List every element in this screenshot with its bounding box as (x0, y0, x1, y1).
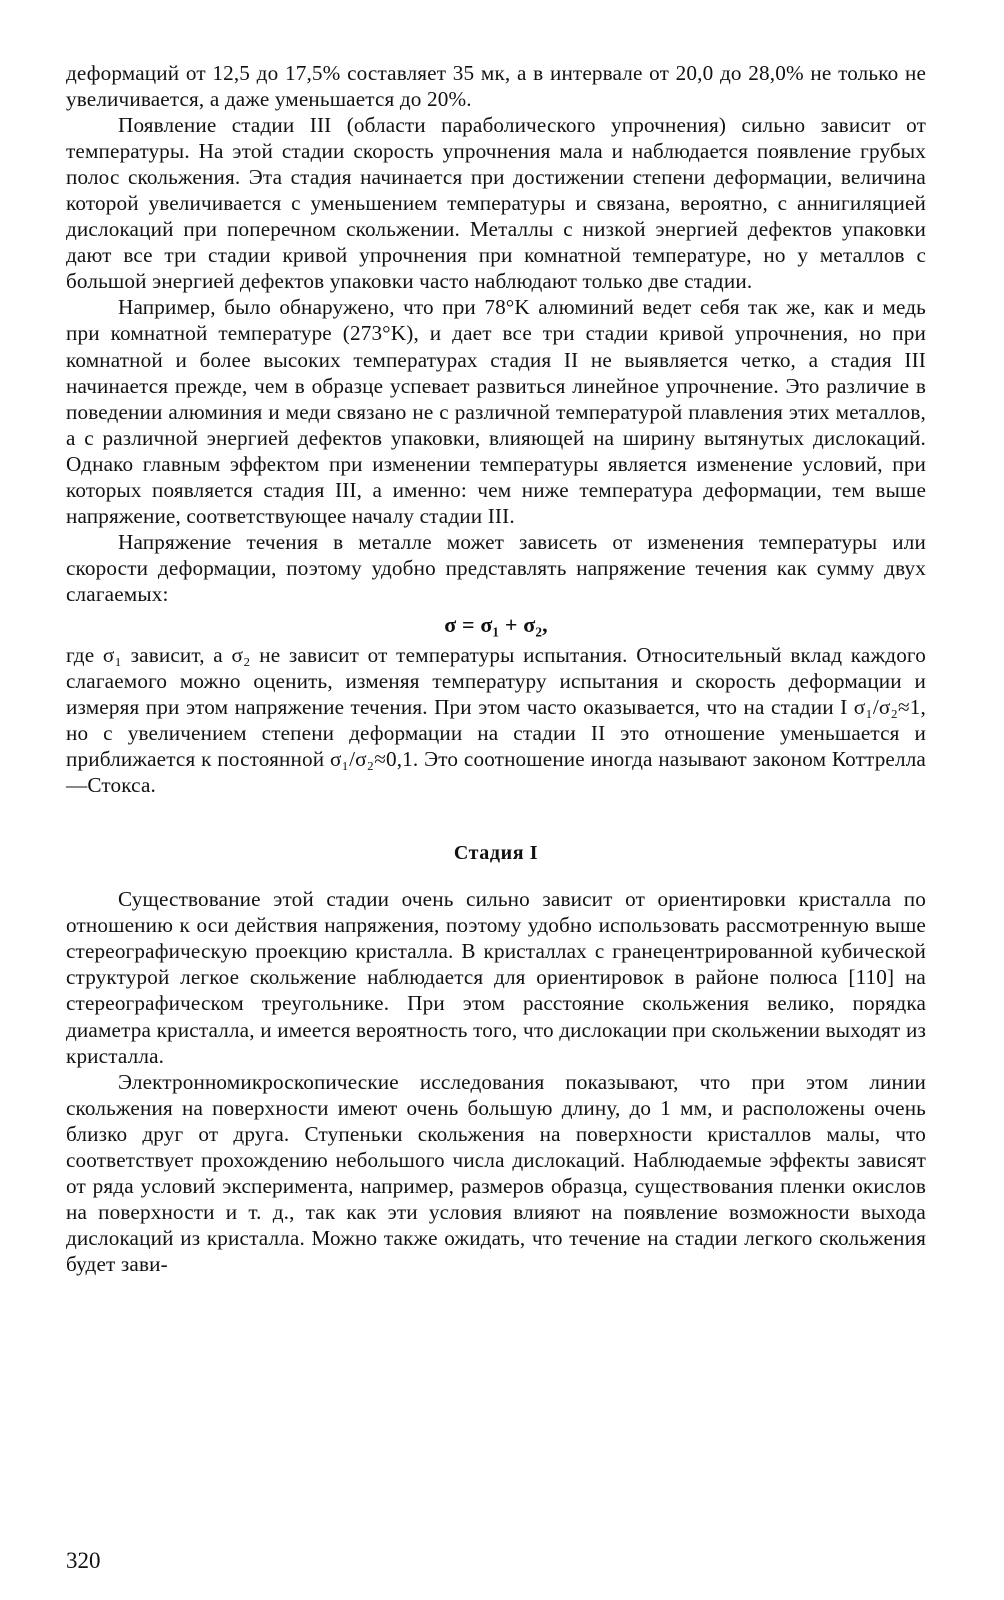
page-number: 320 (66, 1548, 101, 1573)
paragraph-flow-stress: Напряжение течения в металле может зависеть от изменения температуры или скорости деформации, поэтому удобно представлять напряжение течения как сумму двух слагаемых: (66, 529, 926, 606)
paragraph-cottrell-stokes: где σ₁ зависит, а σ₂ не зависит от температуры испытания. Относительный вклад каждого слагаемого можно оценить, изменяя температуру испытания и скорость деформации и измеряя при этом напряжение течения. При этом часто оказывается, что на стадии I σ₁/σ₂≈1, но с увеличением степени деформации на стадии II это отношение уменьшается и приближается к постоянной σ₁/σ₂≈0,1. Это соотношение иногда называют законом Коттрелла—Стокса. (66, 642, 926, 798)
section-heading: Стадия I (453, 842, 539, 865)
paragraph-stage-i-orientation: Существование этой стадии очень сильно зависит от ориентировки кристалла по отношению к оси действия напряжения, поэтому удобно использовать рассмотренную выше стереографическую проекцию кристалла. В кристаллах с гранецентрированной кубической структурой легкое скольжение наблюдается для ориентировок в районе полюса [110] на стереографическом треугольнике. При этом расстояние скольжения велико, порядка диаметра кристалла, и имеется вероятность того, что дислокации при скольжении выходят из кристалла. (66, 887, 926, 1068)
paragraph-continuation: деформаций от 12,5 до 17,5% составляет 35 мк, а в интервале от 20,0 до 28,0% не только не увеличивается, а даже уменьшается до 20%. (66, 61, 926, 112)
page-body (66, 60, 926, 1277)
paragraph-aluminium-example: Например, было обнаружено, что при 78°K алюминий ведет себя так же, как и медь при комнатной температуре (273°K), и дает все три стадии кривой упрочнения, но при комнатной и более высоких температурах стадия II не выявляется четко, а стадия III начинается прежде, чем в образце успевает развиться линейное упрочнение. Это различие в поведении алюминия и меди связано не с различной температурой плавления этих металлов, а с различной энергией дефектов упаковки, влияющей на ширину вытянутых дислокаций. Однако главным эффектом при изменении температуры является изменение условий, при которых появляется стадия III, а именно: чем ниже температура деформации, тем выше напряжение, соответствующее началу стадии III. (66, 295, 926, 528)
formula-stress-sum: σ = σ₁ + σ₂, (444, 611, 548, 637)
paragraph-electron-microscopy: Электронномикроскопические исследования показывают, что при этом линии скольжения на поверхности имеют очень большую длину, до 1 мм, и расположены очень близко друг от друга. Ступеньки скольжения на поверхности кристаллов малы, что соответствует прохождению небольшого числа дислокаций. Наблюдаемые эффекты зависят от ряда условий эксперимента, например, размеров образца, существования пленки окислов на поверхности и т. д., так как эти условия влияют на появление возможности выхода дислокаций из кристалла. Можно также ожидать, что течение на стадии легкого скольжения будет зави- (66, 1069, 926, 1276)
paragraph-stage-iii: Появление стадии III (области параболического упрочнения) сильно зависит от температуры. На этой стадии скорость упрочнения мала и наблюдается появление грубых полос скольжения. Эта стадия начинается при достижении степени деформации, величина которой увеличивается с уменьшением температуры и связана, вероятно, с аннигиляцией дислокаций при поперечном скольжении. Металлы с низкой энергией дефектов упаковки дают все три стадии кривой упрочнения при комнатной температуре, но у металлов с большой энергией дефектов упаковки часто наблюдают только две стадии. (66, 113, 926, 294)
